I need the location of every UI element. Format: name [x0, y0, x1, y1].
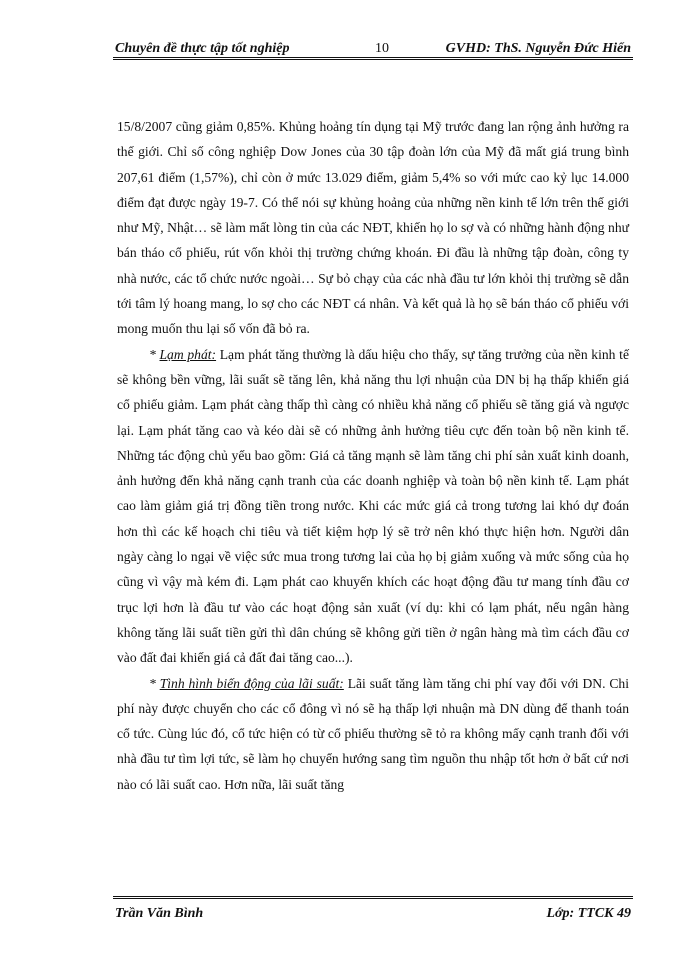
page-header	[113, 34, 633, 60]
footer-class: Lớp: TTCK 49	[546, 906, 631, 921]
paragraph-interest-rate	[117, 671, 629, 797]
bullet-marker: *	[149, 346, 160, 362]
interest-rate-heading-label: Tình hình biến động của lãi suất:	[159, 675, 344, 691]
inflation-heading-label: Lạm phát:	[159, 346, 217, 362]
header-title: Chuyên đề thực tập tốt nghiệp	[115, 41, 290, 56]
inflation-heading	[149, 347, 216, 362]
page-number: 10	[375, 41, 389, 56]
inflation-text: Lạm phát tăng thường là dấu hiệu cho thấy, sự tăng trưởng của nền kinh tế sẽ không bền vững, lãi suất sẽ tăng lên, khả năng thu lợi nhuận của DN bị hạ thấp khiến giá cổ phiếu giảm. Lạm phát càng thấp thì càng có nhiều khả năng cổ phiếu sẽ tăng giá và ngược lại. Lạm phát tăng cao và kéo dài sẽ có những ảnh hưởng tiêu cực đến toàn bộ nền kinh tế. Những tác động chủ yếu bao gồm: Giá cả tăng mạnh sẽ làm tăng chi phí sản xuất kinh doanh, ảnh hưởng đến khả năng cạnh tranh của các doanh nghiệp và toàn bộ nền kinh tế. Lạm phát cao làm giảm giá trị đồng tiền trong nước. Khi các mức giá cả trong tương lai khó dự đoán hơn thì các kế hoạch chi tiêu và tiết kiệm hợp lý sẽ trở nên khó thực hiện hơn. Người dân ngày càng lo ngại về việc sức mua trong tương lai của họ bị giảm xuống và mức sống của họ cũng vì vậy mà kém đi. Lạm phát cao khuyến khích các hoạt động đầu tư mang tính đầu cơ trục lợi hơn là đầu tư vào các hoạt động sản xuất (ví dụ: khi có lạm phát, nếu ngân hàng không tăng lãi suất tiền gửi thì dân chúng sẽ không gửi tiền ở ngân hàng mà tìm cách đầu cơ vào đất đai khiến giá cả đất đai tăng cao...).	[117, 346, 629, 666]
interest-rate-text: Lãi suất tăng làm tăng chi phí vay đối với DN. Chi phí này được chuyển cho các cổ đông vì nó sẽ hạ thấp lợi nhuận mà DN dùng để thanh toán cổ tức. Cùng lúc đó, cổ tức hiện có từ cổ phiếu thường sẽ tỏ ra không mấy cạnh tranh đối với nhà đầu tư tìm lợi tức, sẽ làm họ chuyển hướng sang tìm nguồn thu nhập tốt hơn ở bất cứ nơi nào có lãi suất cao. Hơn nữa, lãi suất tăng	[117, 675, 629, 792]
document-body	[117, 114, 629, 797]
bullet-marker: *	[149, 675, 160, 691]
footer-author: Trần Văn Bình	[115, 906, 204, 921]
header-rule	[113, 57, 633, 60]
page-footer	[113, 896, 633, 926]
interest-rate-heading	[149, 676, 344, 691]
paragraph-inflation	[117, 342, 629, 671]
header-supervisor: GVHD: ThS. Nguyễn Đức Hiển	[445, 41, 631, 56]
paragraph-global-crisis: 15/8/2007 cũng giảm 0,85%. Khủng hoảng tín dụng tại Mỹ trước đang lan rộng ảnh hưởng ra thế giới. Chỉ số công nghiệp Dow Jones của 30 tập đoàn lớn của Mỹ đã mất giá trung bình 207,61 điểm (1,57%), chỉ còn ở mức 13.029 điểm, giảm 5,4% so với mức cao kỷ lục 14.000 điểm đạt được ngày 19-7. Có thể nói sự khủng hoảng của những nền kinh tế lớn trên thế giới như Mỹ, Nhật… sẽ làm mất lòng tin của các NĐT, khiến họ lo sợ và có những hành động như bán tháo cổ phiếu, rút vốn khỏi thị trường chứng khoán. Đi đầu là những tập đoàn, công ty nhà nước, các tổ chức nước ngoài… Sự bỏ chạy của các nhà đầu tư lớn khỏi thị trường sẽ dẫn tới tâm lý hoang mang, lo sợ cho các NĐT cá nhân. Và kết quả là họ sẽ bán tháo cổ phiếu với mong muốn thu lại số vốn đã bỏ ra.	[117, 119, 629, 337]
footer-rule	[113, 896, 633, 899]
